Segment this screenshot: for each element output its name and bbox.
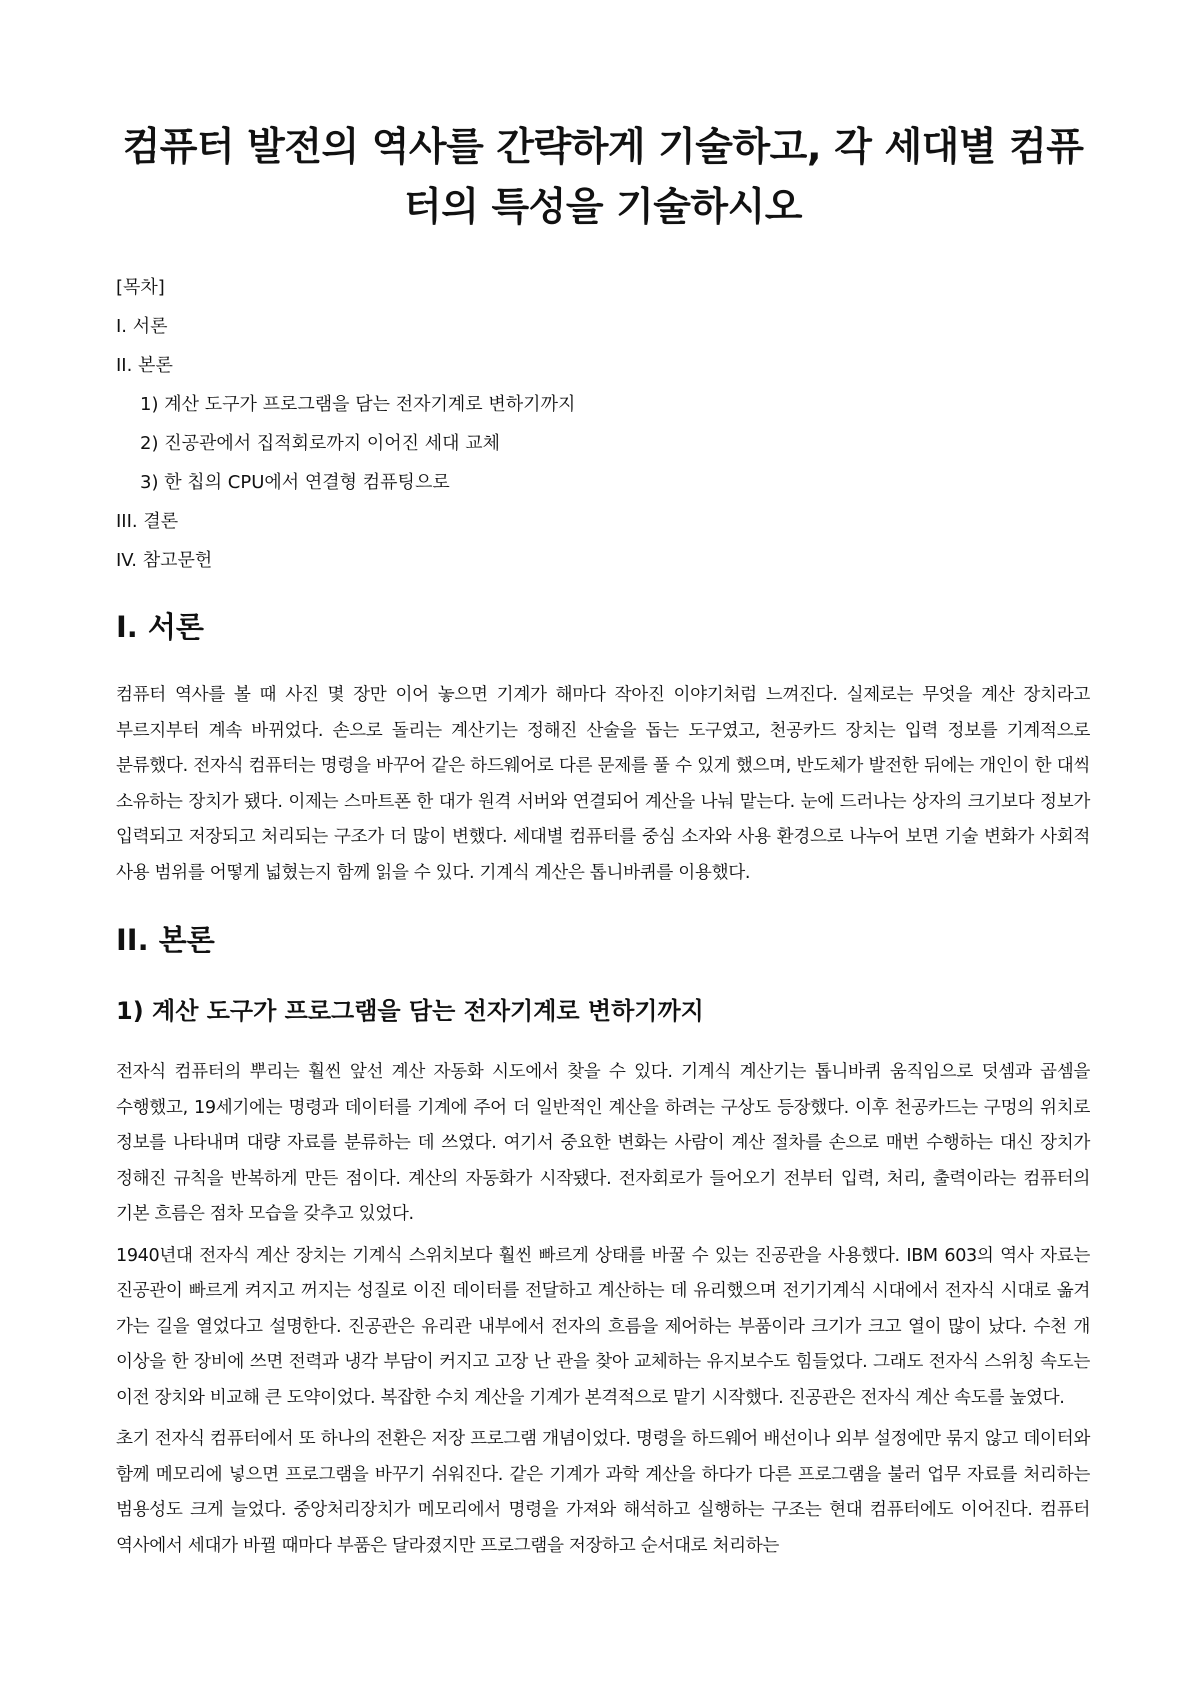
subsection-heading-1: 1) 계산 도구가 프로그램을 담는 전자기계로 변하기까지 <box>116 997 704 1026</box>
toc-item-body-sub2: 2) 진공관에서 집적회로까지 이어진 세대 교체 <box>140 433 501 454</box>
toc-item-body-sub3: 3) 한 칩의 CPU에서 연결형 컴퓨팅으로 <box>140 472 450 493</box>
intro-paragraph: 컴퓨터 역사를 볼 때 사진 몇 장만 이어 놓으면 기계가 해마다 작아진 이야기처럼 느껴진다. 실제로는 무엇을 계산 장치라고 부르지부터 계속 바뀌었다. 손으로 돌리는 계산기는 정해진 산술을 돕는 도구였고, 천공카드 장치는 입력 정보를 기계적으로 분류했다. 전자식 컴퓨터는 명령을 바꾸어 같은 하드웨어로 다른 문제를 풀 수 있게 했으며, 반도체가 발전한 뒤에는 개인이 한 대씩 소유하는 장치가 됐다. 이제는 스마트폰 한 대가 원격 서버와 연결되어 계산을 나눠 맡는다. 눈에 드러나는 상자의 크기보다 정보가 입력되고 저장되고 처리되는 구조가 더 많이 변했다. 세대별 컴퓨터를 중심 소자와 사용 환경으로 나누어 보면 기술 변화가 사회적 사용 범위를 어떻게 넓혔는지 함께 읽을 수 있다. 기계식 계산은 톱니바퀴를 이용했다. <box>116 685 1090 883</box>
toc-item-references: IV. 참고문헌 <box>116 550 213 571</box>
body-paragraph: 전자식 컴퓨터의 뿌리는 훨씬 앞선 계산 자동화 시도에서 찾을 수 있다. 기계식 계산기는 톱니바퀴 움직임으로 덧셈과 곱셈을 수행했고, 19세기에는 명령과 데이터를 기계에 주어 더 일반적인 계산을 하려는 구상도 등장했다. 이후 천공카드는 구멍의 위치로 정보를 나타내며 대량 자료를 분류하는 데 쓰였다. 여기서 중요한 변화는 사람이 계산 절차를 손으로 매번 수행하는 대신 장치가 정해진 규칙을 반복하게 만든 점이다. 계산의 자동화가 시작됐다. 전자회로가 들어오기 전부터 입력, 처리, 출력이라는 컴퓨터의 기본 흐름은 점차 모습을 갖추고 있었다. <box>116 1062 1090 1225</box>
section-heading-intro: I. 서론 <box>116 610 204 644</box>
toc-item-body: II. 본론 <box>116 355 173 376</box>
toc-item-intro: I. 서론 <box>116 316 168 337</box>
table-of-contents <box>116 268 1090 580</box>
toc-label: [목차] <box>116 277 165 298</box>
toc-item-body-sub1: 1) 계산 도구가 프로그램을 담는 전자기계로 변하기까지 <box>140 394 576 415</box>
document-page <box>116 0 1090 1564</box>
body-paragraph: 초기 전자식 컴퓨터에서 또 하나의 전환은 저장 프로그램 개념이었다. 명령을 하드웨어 배선이나 외부 설정에만 묶지 않고 데이터와 함께 메모리에 넣으면 프로그램을 바꾸기 쉬워진다. 같은 기계가 과학 계산을 하다가 다른 프로그램을 불러 업무 자료를 처리하는 범용성도 크게 늘었다. 중앙처리장치가 메모리에서 명령을 가져와 해석하고 실행하는 구조는 현대 컴퓨터에도 이어진다. 컴퓨터 역사에서 세대가 바뀔 때마다 부품은 달라졌지만 프로그램을 저장하고 순서대로 처리하는 <box>116 1429 1090 1556</box>
section-heading-body: II. 본론 <box>116 923 215 958</box>
document-title: 컴퓨터 발전의 역사를 간략하게 기술하고, 각 세대별 컴퓨터의 특성을 기술하시오 <box>122 125 1084 230</box>
toc-item-conclusion: III. 결론 <box>116 511 179 532</box>
body-paragraph: 1940년대 전자식 계산 장치는 기계식 스위치보다 훨씬 빠르게 상태를 바꿀 수 있는 진공관을 사용했다. IBM 603의 역사 자료는 진공관이 빠르게 켜지고 꺼지는 성질로 이진 데이터를 전달하고 계산하는 데 유리했으며 전기기계식 시대에서 전자식 시대로 옮겨 가는 길을 열었다고 설명한다. 진공관은 유리관 내부에서 전자의 흐름을 제어하는 부품이라 크기가 크고 열이 많이 났다. 수천 개 이상을 한 장비에 쓰면 전력과 냉각 부담이 커지고 고장 난 관을 찾아 교체하는 유지보수도 힘들었다. 그래도 전자식 스위칭 속도는 이전 장치와 비교해 큰 도약이었다. 복잡한 수치 계산을 기계가 본격적으로 맡기 시작했다. 진공관은 전자식 계산 속도를 높였다. <box>116 1245 1090 1408</box>
